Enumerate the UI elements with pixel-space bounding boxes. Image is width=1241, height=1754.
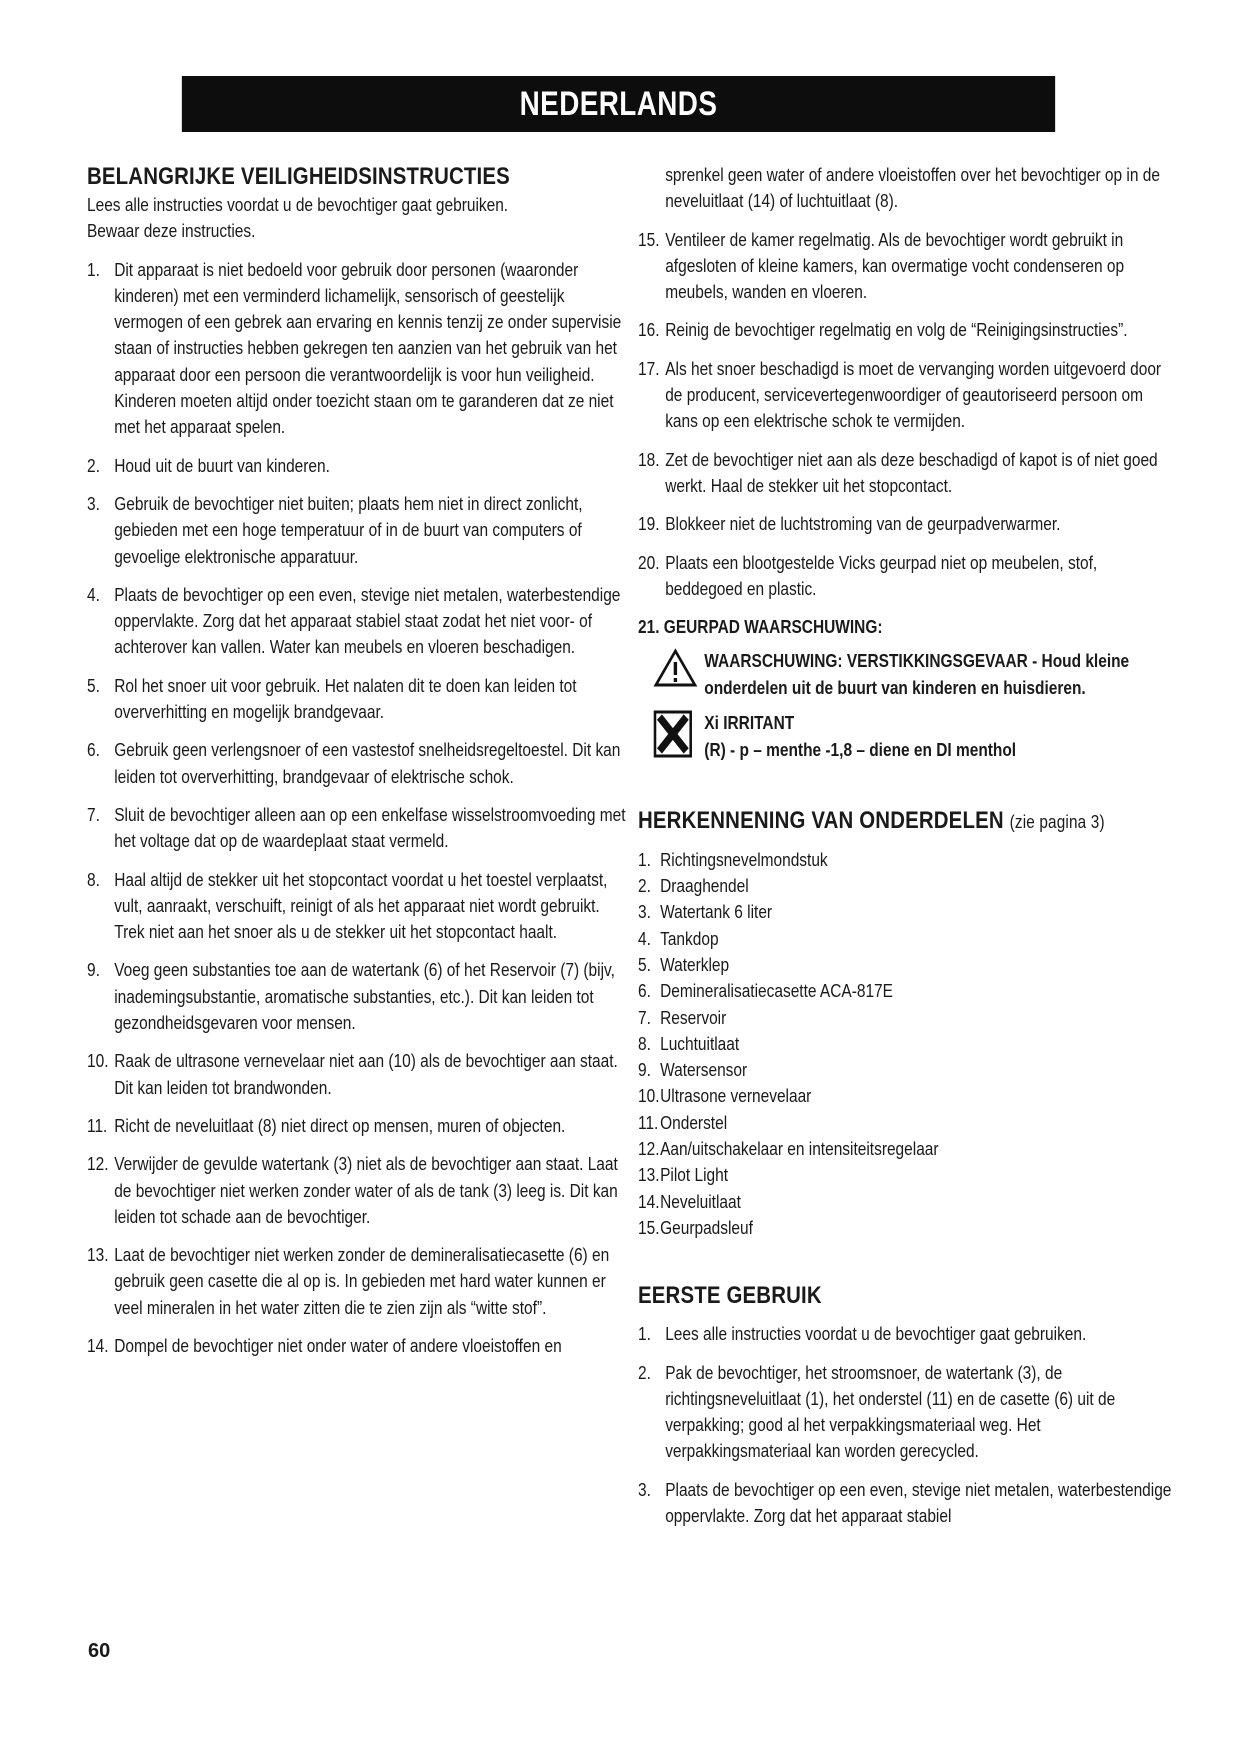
part-name: Demineralisatiecasette ACA-817E — [660, 981, 893, 1002]
item-number: 13. — [87, 1245, 109, 1266]
part-number: 7. — [638, 1007, 651, 1028]
part-number: 9. — [638, 1060, 651, 1081]
item-text: Dit apparaat is niet bedoeld voor gebruik door personen (waaronder kinderen) met een verminderd lichamelijk, sensorisch of geestelijk vermogen of een gebrek aan ervaring en kennis tenzij ze onder supervisie staan of instructies hebben gekregen ten aanzien van het gebruik van het apparaat door een persoon die verantwoordelijk is voor hun veiligheid. Kinderen moeten altijd onder toezicht staan om te garanderen dat ze niet met het apparaat spelen. — [114, 259, 622, 438]
item-number: 3. — [638, 1479, 651, 1500]
item-number: 6. — [87, 740, 100, 761]
item-number: 10. — [87, 1051, 109, 1072]
part-item — [638, 1215, 1177, 1241]
part-item — [638, 1110, 1177, 1136]
part-name: Waterklep — [660, 954, 730, 975]
list-item — [87, 1048, 626, 1101]
item-text: Haal altijd de stekker uit het stopcontact voordat u het toestel verplaatst, vult, aanraakt, verschuift, reinigt of als het apparaat niet wordt gebruikt. Trek niet aan het snoer als u de stekker uit het stopcontact haalt. — [114, 869, 608, 943]
part-item — [638, 1057, 1177, 1083]
part-name: Ultrasone vernevelaar — [660, 1086, 812, 1107]
item-number: 15. — [638, 229, 660, 250]
part-item — [638, 926, 1177, 952]
item-text: Gebruik de bevochtiger niet buiten; plaats hem niet in direct zonlicht, gebieden met een hoge temperatuur of in de buurt van computers of gevoelige elektronische apparatuur. — [114, 493, 583, 567]
item-number: 9. — [87, 960, 100, 981]
list-item — [87, 867, 626, 946]
irritant-hazard-icon — [653, 710, 704, 765]
list-item — [638, 550, 1177, 603]
safety-intro-line: Bewaar deze instructies. — [87, 221, 256, 242]
first-use-title: EERSTE GEBRUIK — [638, 1282, 822, 1310]
safety-title: BELANGRIJKE VEILIGHEIDSINSTRUCTIES — [87, 163, 510, 190]
choking-warning-text: WAARSCHUWING: VERSTIKKINGSGEVAAR - Houd kleine onderdelen uit de buurt van kinderen en huisdieren. — [704, 651, 1130, 699]
item-text: Sluit de bevochtiger alleen aan op een enkelfase wisselstroomvoeding met het voltage dat op de waardeplaat staat vermeld. — [114, 804, 626, 852]
item-number: 2. — [87, 455, 100, 476]
list-item — [638, 1321, 1177, 1347]
part-number: 11. — [638, 1112, 659, 1133]
safety-intro-line: Lees alle instructies voordat u de bevochtiger gaat gebruiken. — [87, 195, 509, 215]
list-item — [638, 511, 1177, 537]
item-text: Ventileer de kamer regelmatig. Als de bevochtiger wordt gebruikt in afgesloten of kleine kamers, kan overmatige vocht condenseren op meubels, wanden en vloeren. — [665, 229, 1125, 303]
item-number: 11. — [87, 1115, 108, 1136]
part-item — [638, 952, 1177, 978]
safety-intro — [87, 192, 626, 245]
item-number: 4. — [87, 584, 100, 605]
list-item — [638, 317, 1177, 343]
list-item — [638, 356, 1177, 435]
item-number: 18. — [638, 449, 660, 470]
list-item — [638, 447, 1177, 500]
part-name: Draaghendel — [660, 876, 749, 897]
item-21 — [638, 614, 1177, 766]
item-number: 7. — [87, 804, 100, 825]
part-item — [638, 978, 1177, 1004]
item-text: Blokkeer niet de luchtstroming van de geurpadverwarmer. — [665, 514, 1061, 535]
parts-title — [638, 806, 1177, 837]
part-name: Geurpadsleuf — [660, 1217, 753, 1238]
part-item — [638, 1005, 1177, 1031]
right-column — [638, 162, 1177, 1541]
item-text: Plaats de bevochtiger op een even, stevige niet metalen, waterbestendige oppervlakte. Zorg dat het apparaat stabiel — [665, 1479, 1172, 1526]
part-item — [638, 873, 1177, 899]
first-use-list — [638, 1321, 1177, 1529]
part-number: 2. — [638, 876, 651, 897]
part-name: Watertank 6 liter — [660, 902, 773, 923]
item-text: Reinig de bevochtiger regelmatig en volg de “Reinigingsinstructies”. — [665, 320, 1128, 341]
item-number: 17. — [638, 358, 660, 379]
left-column — [87, 162, 626, 1371]
part-item — [638, 1162, 1177, 1188]
safety-list-continued — [638, 227, 1177, 603]
item-text: Als het snoer beschadigd is moet de vervanging worden uitgevoerd door de producent, servicevertegenwoordiger of geautoriseerd persoon om kans op een elektrische schok te vermijden. — [665, 358, 1162, 432]
part-item — [638, 1083, 1177, 1109]
parts-list — [638, 847, 1177, 1241]
part-number: 6. — [638, 981, 651, 1002]
item-number: 8. — [87, 869, 100, 890]
item-text: Gebruik geen verlengsnoer of een vastestof snelheidsregeltoestel. Dit kan leiden tot oververhitting, brandgevaar of elektrische schok. — [114, 740, 621, 787]
item-text: Lees alle instructies voordat u de bevochtiger gaat gebruiken. — [665, 1324, 1087, 1345]
part-name: Reservoir — [660, 1007, 727, 1028]
item-text: Laat de bevochtiger niet werken zonder de demineralisatiecasette (6) en gebruik geen casette die al op is. In gebieden met hard water kunnen er veel mineralen in het water zitten die te zien zijn als “witte stof”. — [114, 1245, 610, 1318]
irritant-text: (R) - p – menthe -1,8 – diene en DI menthol — [704, 740, 1017, 761]
item-number: 12. — [87, 1154, 109, 1175]
list-item — [87, 453, 626, 479]
item-21-heading: GEURPAD WAARSCHUWING: — [663, 617, 883, 638]
part-name: Tankdop — [660, 928, 719, 949]
list-item — [638, 1360, 1177, 1465]
item-text: Houd uit de buurt van kinderen. — [114, 455, 330, 476]
list-item — [87, 491, 626, 570]
part-number: 10. — [638, 1086, 660, 1107]
part-item — [638, 1031, 1177, 1057]
parts-subtitle: (zie pagina 3) — [1009, 811, 1105, 832]
item-text: Zet de bevochtiger niet aan als deze beschadigd of kapot is of niet goed werkt. Haal de stekker uit het stopcontact. — [665, 449, 1158, 496]
item-text: Verwijder de gevulde watertank (3) niet als de bevochtiger aan staat. Laat de bevochtiger niet werken zonder water of als de tank (3) leeg is. Dit kan leiden tot schade aan de bevochtiger. — [114, 1154, 618, 1227]
part-item — [638, 1189, 1177, 1215]
item-number: 2. — [638, 1362, 651, 1383]
warning-triangle-icon — [653, 648, 704, 695]
item-21-number: 21. — [638, 617, 660, 638]
item-14-continuation: sprenkel geen water of andere vloeistoffen over het bevochtiger op in de neveluitlaat (14) of luchtuitlaat (8). — [665, 165, 1160, 212]
irritant-label: Xi IRRITANT — [704, 713, 795, 734]
part-number: 4. — [638, 928, 651, 949]
language-banner — [182, 76, 1055, 132]
safety-list — [87, 257, 626, 1360]
part-item — [638, 1136, 1177, 1162]
language-title: NEDERLANDS — [519, 84, 718, 123]
item-text: Plaats de bevochtiger op een even, stevige niet metalen, waterbestendige oppervlakte. Zorg dat het apparaat stabiel staat zodat het niet voor- of achterover kan vallen. Water kan meubels en vloeren beschadigen. — [114, 584, 621, 658]
list-item — [638, 227, 1177, 306]
item-text: Voeg geen substanties toe aan de watertank (6) of het Reservoir (7) (bijv, inademingsubstantie, aromatische substanties, etc.). Dit kan leiden tot gezondheidsgevaren voor mensen. — [114, 960, 615, 1034]
part-name: Richtingsnevelmondstuk — [660, 849, 828, 870]
item-number: 3. — [87, 493, 100, 514]
item-number: 19. — [638, 514, 660, 535]
choking-warning — [653, 648, 1177, 702]
list-item — [87, 802, 626, 855]
list-item — [87, 257, 626, 441]
item-number: 1. — [87, 259, 100, 280]
item-text: Dompel de bevochtiger niet onder water of andere vloeistoffen en — [114, 1335, 562, 1356]
part-name: Onderstel — [660, 1112, 728, 1133]
item-number: 5. — [87, 675, 100, 696]
item-text: Richt de neveluitlaat (8) niet direct op mensen, muren of objecten. — [114, 1115, 566, 1136]
list-item — [87, 957, 626, 1036]
list-item — [87, 1333, 626, 1359]
part-number: 13. — [638, 1165, 660, 1186]
list-item — [87, 582, 626, 661]
part-number: 3. — [638, 902, 651, 923]
item-number: 16. — [638, 320, 660, 341]
item-21-title — [638, 614, 1177, 640]
part-number: 1. — [638, 849, 651, 870]
page-number: 60 — [88, 1640, 111, 1662]
item-number: 20. — [638, 552, 660, 573]
part-name: Pilot Light — [660, 1165, 728, 1186]
part-name: Luchtuitlaat — [660, 1033, 740, 1054]
part-item — [638, 899, 1177, 925]
part-number: 8. — [638, 1033, 651, 1054]
list-item — [87, 1151, 626, 1230]
list-item — [87, 1242, 626, 1321]
item-number: 14. — [87, 1335, 109, 1356]
part-number: 12. — [638, 1139, 660, 1160]
part-name: Aan/uitschakelaar en intensiteitsregelaar — [660, 1139, 939, 1160]
list-item — [638, 1477, 1177, 1530]
item-text: Pak de bevochtiger, het stroomsnoer, de watertank (3), de richtingsneveluitlaat (1), het onderstel (11) en de casette (6) uit de verpakking; good al het verpakkingsmateriaal weg. Het verpakkingsmateriaal kan worden gerecycled. — [665, 1362, 1116, 1462]
list-item — [87, 1113, 626, 1139]
list-item — [87, 737, 626, 790]
parts-heading: HERKENNENING VAN ONDERDELEN — [638, 806, 1004, 834]
part-number: 5. — [638, 954, 651, 975]
item-text: Plaats een blootgestelde Vicks geurpad niet op meubelen, stof, beddegoed en plastic. — [665, 552, 1098, 599]
item-number: 1. — [638, 1324, 651, 1345]
item-text: Raak de ultrasone vernevelaar niet aan (10) als de bevochtiger aan staat. Dit kan leiden tot brandwonden. — [114, 1051, 618, 1098]
list-item — [87, 673, 626, 726]
part-name: Watersensor — [660, 1060, 748, 1081]
irritant-warning — [653, 710, 1177, 765]
part-number: 14. — [638, 1191, 660, 1212]
item-text: Rol het snoer uit voor gebruik. Het nalaten dit te doen kan leiden tot oververhitting en mogelijk brandgevaar. — [114, 675, 577, 723]
part-number: 15. — [638, 1217, 660, 1238]
part-item — [638, 847, 1177, 873]
part-name: Neveluitlaat — [660, 1191, 741, 1212]
